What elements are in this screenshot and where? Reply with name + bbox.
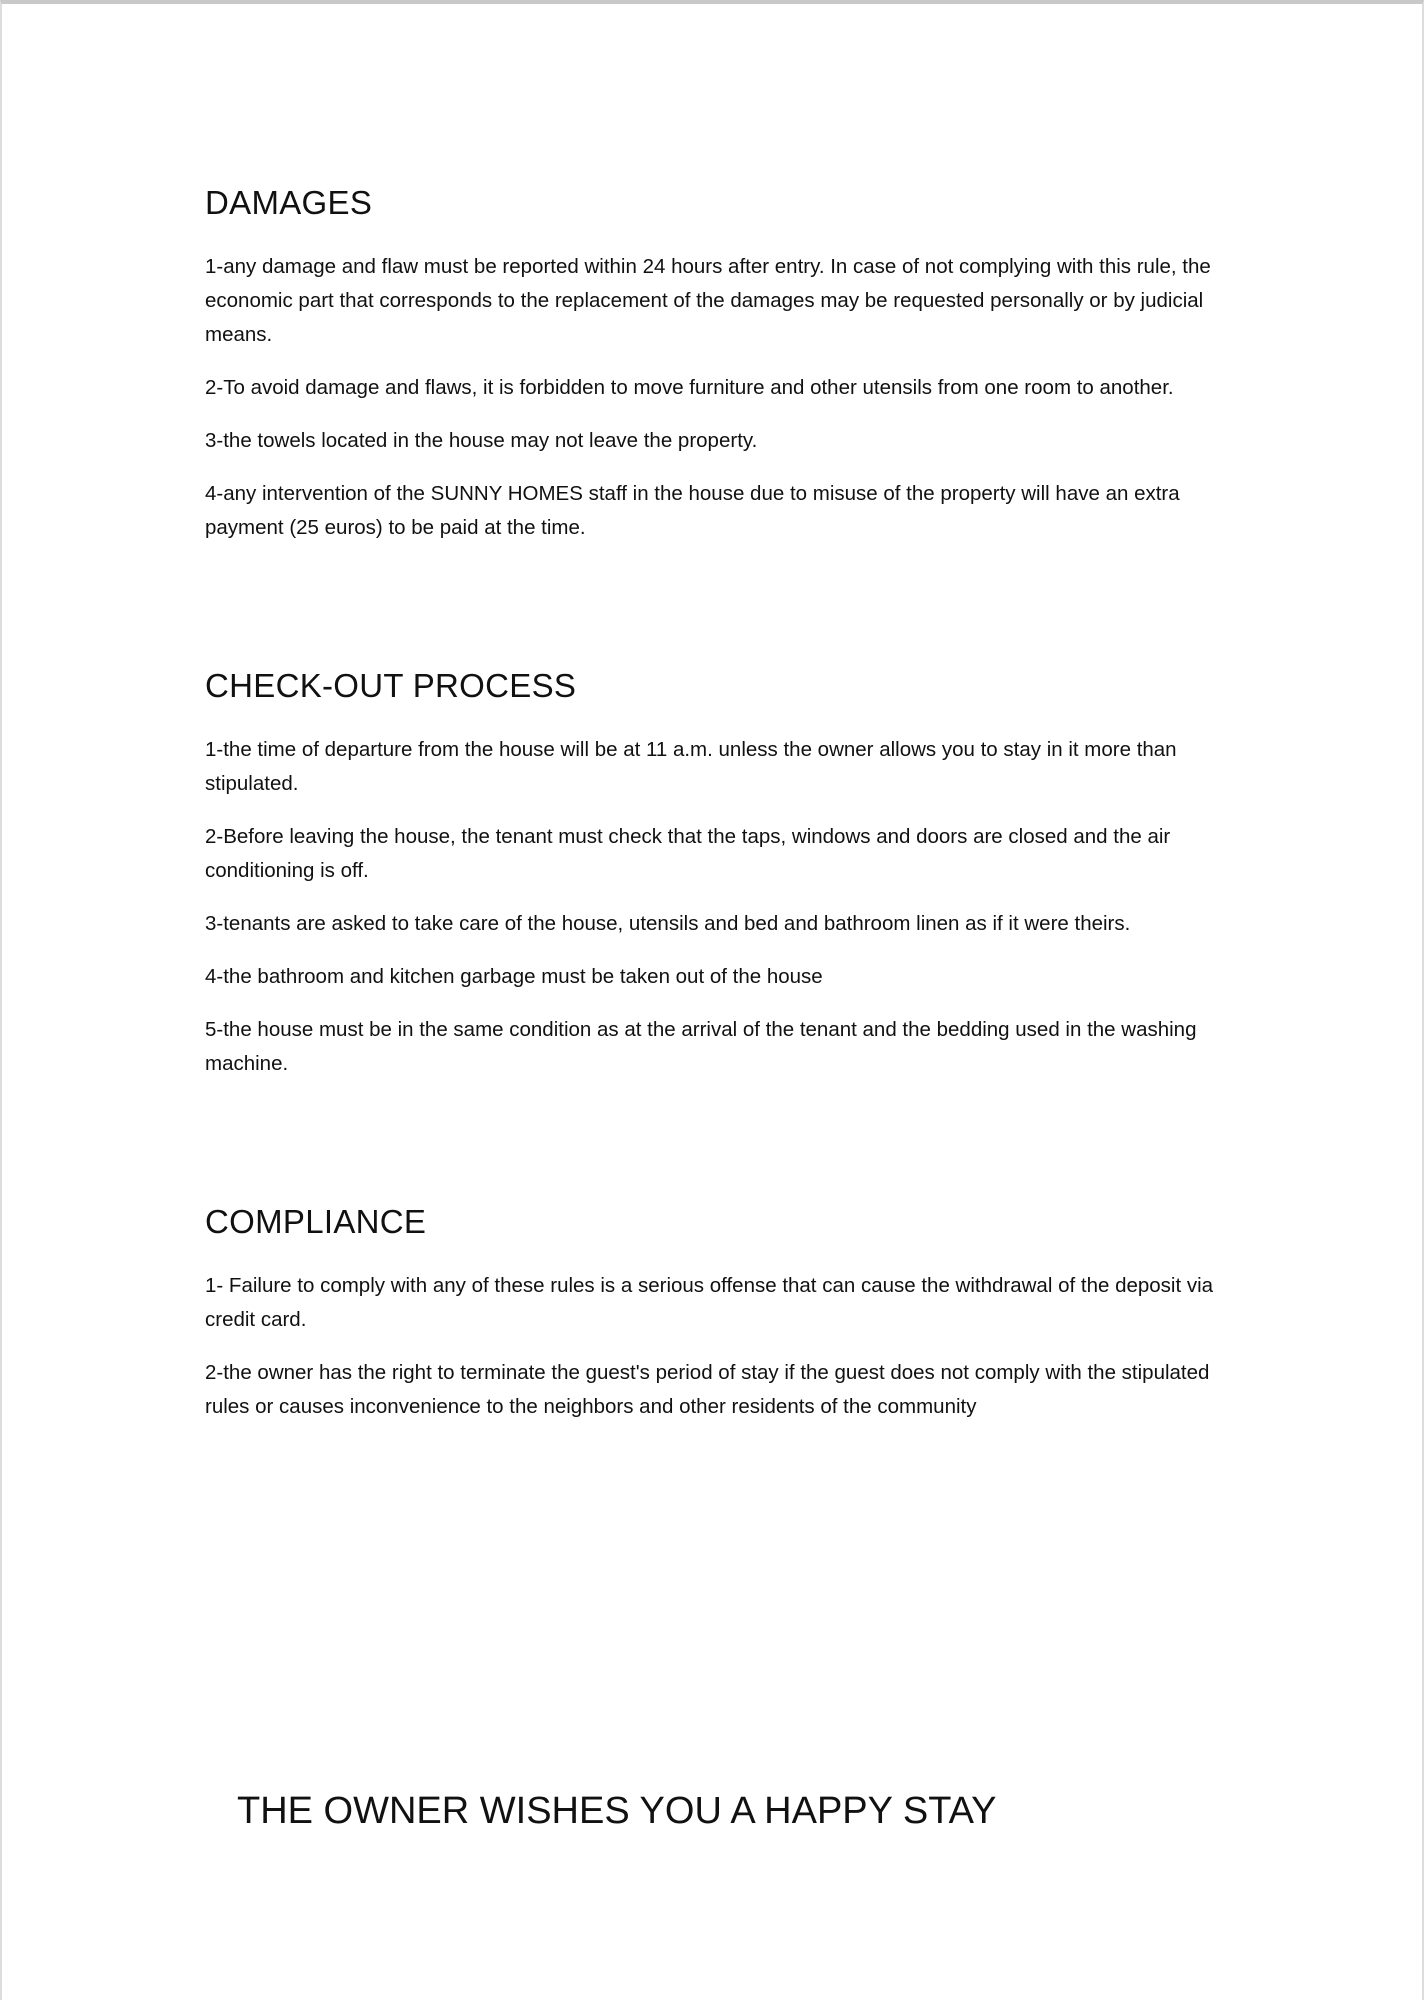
section-heading: DAMAGES	[205, 184, 373, 221]
section-damages	[205, 182, 1225, 545]
rule-item: 2-Before leaving the house, the tenant must check that the taps, windows and doors are closed and the air conditioning is off.	[205, 825, 1171, 882]
closing-message: THE OWNER WISHES YOU A HAPPY STAY	[237, 1790, 997, 1832]
section-heading: CHECK-OUT PROCESS	[205, 667, 577, 704]
rule-item: 3-the towels located in the house may not leave the property.	[205, 429, 758, 452]
rule-item: 4-the bathroom and kitchen garbage must be taken out of the house	[205, 965, 823, 988]
section-compliance	[205, 1201, 1225, 1424]
rule-item: 3-tenants are asked to take care of the house, utensils and bed and bathroom linen as if it were theirs.	[205, 912, 1131, 935]
section-check-out-process	[205, 665, 1225, 1081]
rule-item: 1-the time of departure from the house will be at 11 a.m. unless the owner allows you to stay in it more than stipulated.	[205, 738, 1177, 795]
rule-item: 1- Failure to comply with any of these rules is a serious offense that can cause the withdrawal of the deposit via credit card.	[205, 1274, 1214, 1331]
rule-item: 4-any intervention of the SUNNY HOMES staff in the house due to misuse of the property will have an extra payment (25 euros) to be paid at the time.	[205, 482, 1180, 539]
document-content	[205, 182, 1225, 1443]
rule-item: 2-To avoid damage and flaws, it is forbidden to move furniture and other utensils from one room to another.	[205, 376, 1174, 399]
rule-item: 2-the owner has the right to terminate the guest's period of stay if the guest does not comply with the stipulated rules or causes inconvenience to the neighbors and other residents of the community	[205, 1361, 1210, 1418]
rule-item: 1-any damage and flaw must be reported within 24 hours after entry. In case of not complying with this rule, the economic part that corresponds to the replacement of the damages may be requested personally or by judicial means.	[205, 255, 1211, 346]
rule-item: 5-the house must be in the same condition as at the arrival of the tenant and the bedding used in the washing machine.	[205, 1018, 1197, 1075]
section-heading: COMPLIANCE	[205, 1203, 427, 1240]
